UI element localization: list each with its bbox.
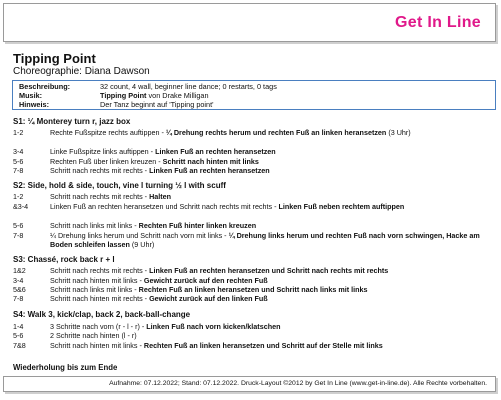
step-count: 1-2 [13, 192, 24, 201]
step-count: 7-8 [13, 294, 24, 303]
footer: Aufnahme: 07.12.2022; Stand: 07.12.2022. Druck-Layout ©2012 by Get In Line (www.get-in-line.de). Alle Rechte vorbehalten. [3, 376, 496, 392]
step-text: Linke Fußspitze links auftippen - [50, 147, 156, 156]
step-row [13, 202, 493, 211]
step-text-bold: Linken Fuß an rechten heransetzen [155, 147, 276, 156]
step-count: &3-4 [13, 202, 29, 211]
step-text: Schritt nach rechts mit rechts - [50, 266, 150, 275]
step-text-bold: Linken Fuß an rechten heransetzen und Schritt nach rechts mit rechts [149, 266, 389, 275]
step-description [50, 276, 493, 285]
step-text: Linken Fuß an rechten heransetzen und Schritt nach rechts mit rechts - [50, 202, 279, 211]
step-text-bold: ¼ Drehung links herum und rechten Fuß nach vorn schwingen, Hacke am Boden schleifen lassen [50, 231, 480, 250]
info-box [12, 80, 496, 110]
step-count: 7-8 [13, 231, 24, 240]
ending-note: Wiederholung bis zum Ende [13, 363, 118, 372]
step-text: Schritt nach hinten mit links - [50, 341, 144, 350]
step-text: Rechte Fußspitze rechts auftippen - [50, 128, 166, 137]
step-text: 3 Schritte nach vorn (r - l - r) - [50, 322, 147, 331]
step-description [50, 147, 493, 156]
info-row-description [19, 82, 495, 91]
step-text: 2 Schritte nach hinten (l - r) [50, 331, 137, 340]
section-title: S4: Walk 3, kick/clap, back 2, back-ball-change [13, 310, 191, 319]
step-row [13, 166, 493, 175]
step-row [13, 294, 493, 303]
step-text-bold: Rechten Fuß an linken heransetzen und Schritt auf der Stelle mit links [143, 341, 383, 350]
step-text: ¼ Drehung links herum und Schritt nach vorn mit links - [50, 231, 229, 240]
step-row [13, 147, 493, 156]
hint-value: Der Tanz beginnt auf 'Tipping point' [100, 100, 214, 110]
step-count: 3-4 [13, 276, 24, 285]
step-text-bold: Linken Fuß neben rechtem auftippen [278, 202, 405, 211]
step-description [50, 221, 493, 230]
step-row [13, 285, 493, 294]
step-row [13, 192, 493, 201]
hint-label: Hinweis: [19, 100, 50, 110]
step-count: 1&2 [13, 266, 26, 275]
info-row-hint [19, 100, 495, 109]
step-description [50, 231, 493, 250]
step-text-bold: Gewicht zurück auf den linken Fuß [149, 294, 268, 303]
step-text: Schritt nach hinten mit rechts - [50, 294, 150, 303]
info-row-music [19, 91, 495, 100]
step-description [50, 331, 493, 340]
music-value [100, 91, 209, 100]
step-description [50, 202, 493, 211]
step-description [50, 192, 493, 201]
step-count: 5-6 [13, 331, 24, 340]
step-row [13, 331, 493, 340]
step-description [50, 322, 493, 331]
music-label: Musik: [19, 91, 43, 101]
section-title: S2: Side, hold & side, touch, vine l turning ½ l with scuff [13, 181, 226, 190]
step-text-bold: ¼ Drehung rechts herum und rechten Fuß an linken heransetzen [165, 128, 387, 137]
step-text-bold: Gewicht zurück auf den rechten Fuß [143, 276, 268, 285]
section-title: S1: ¼ Monterey turn r, jazz box [13, 117, 131, 126]
step-text: Schritt nach rechts mit rechts - [50, 192, 150, 201]
description-value: 32 count, 4 wall, beginner line dance; 0 restarts, 0 tags [100, 82, 277, 91]
step-description [50, 294, 493, 303]
step-count: 7-8 [13, 166, 24, 175]
step-text-bold: Linken Fuß an rechten heransetzen [149, 166, 270, 175]
step-row [13, 231, 493, 250]
music-artist: von Drake Milligan [146, 91, 209, 101]
step-text-end: (9 Uhr) [129, 240, 155, 250]
step-text-bold: Rechten Fuß hinter linken kreuzen [138, 221, 257, 230]
step-description [50, 166, 493, 175]
step-row [13, 276, 493, 285]
step-text-bold: Schritt nach hinten mit links [162, 157, 259, 166]
dance-title: Tipping Point [13, 51, 96, 66]
step-text: Schritt nach rechts mit rechts - [50, 166, 150, 175]
step-description [50, 285, 493, 294]
step-row [13, 341, 493, 350]
section-title: S3: Chassé, rock back r + l [13, 255, 115, 264]
step-text-bold: Linken Fuß nach vorn kicken/klatschen [146, 322, 281, 331]
step-description [50, 157, 493, 166]
step-count: 7&8 [13, 341, 26, 350]
step-text: Schritt nach links mit links - [50, 221, 139, 230]
step-description [50, 341, 493, 350]
step-row [13, 128, 493, 137]
step-count: 5-6 [13, 221, 24, 230]
header-box [3, 3, 496, 42]
step-row [13, 221, 493, 230]
step-row [13, 266, 493, 275]
step-text-bold: Halten [149, 192, 172, 201]
step-text: Rechten Fuß über linken kreuzen - [50, 157, 163, 166]
step-text-bold: Rechten Fuß an linken heransetzen und Schritt nach links mit links [138, 285, 368, 294]
choreographer: Choreographie: Diana Dawson [13, 66, 150, 77]
step-description [50, 128, 493, 137]
step-count: 5-6 [13, 157, 24, 166]
step-count: 3-4 [13, 147, 24, 156]
step-text: Schritt nach links mit links - [50, 285, 139, 294]
step-count: 1-2 [13, 128, 24, 137]
description-label: Beschreibung: [19, 82, 71, 91]
step-text: Schritt nach hinten mit links - [50, 276, 144, 285]
step-description [50, 266, 493, 275]
step-row [13, 157, 493, 166]
step-row [13, 322, 493, 331]
music-title: Tipping Point [100, 91, 147, 101]
brand-logo: Get In Line [395, 14, 481, 31]
step-count: 1-4 [13, 322, 24, 331]
step-count: 5&6 [13, 285, 26, 294]
step-text-end: (3 Uhr) [386, 128, 411, 137]
